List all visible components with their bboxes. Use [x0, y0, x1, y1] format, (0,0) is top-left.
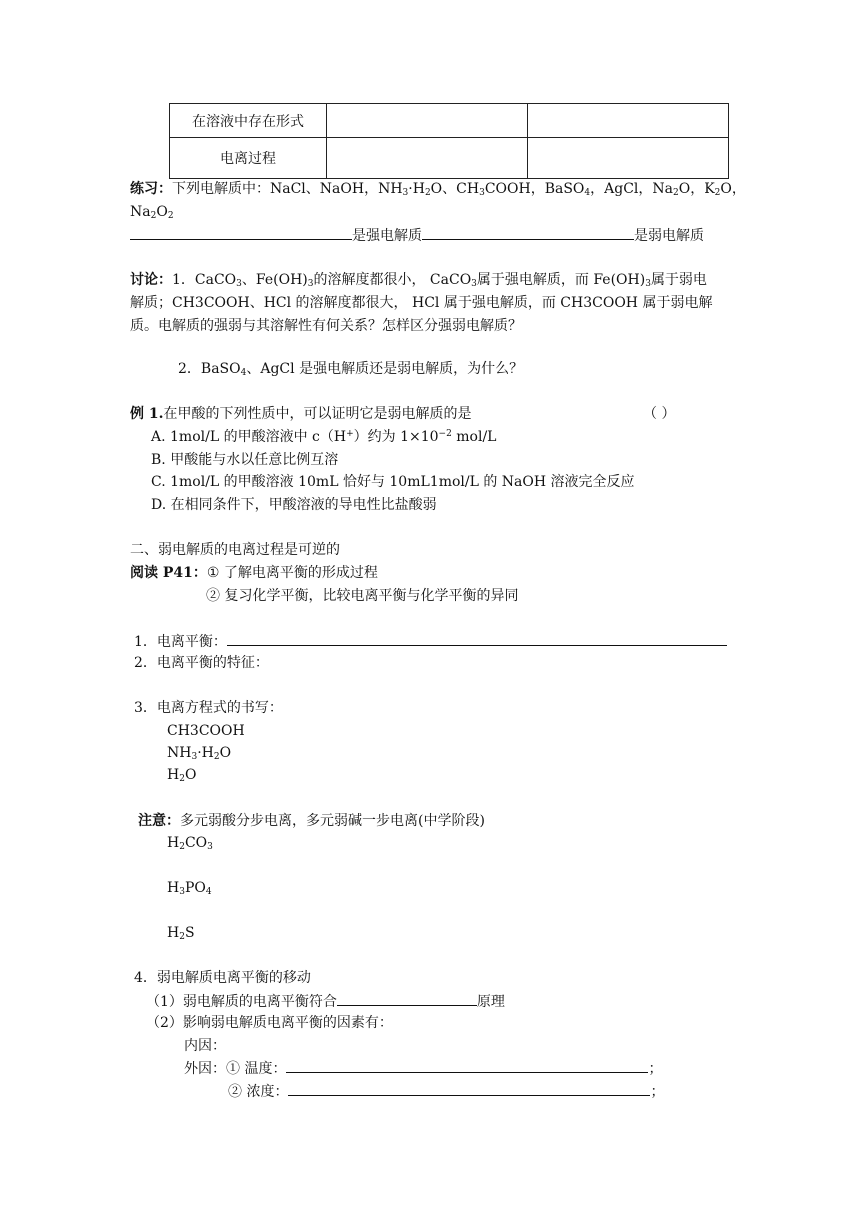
discussion-text: 的溶解度都很小， CaCO [313, 272, 472, 288]
item-2: 2．电离平衡的特征： [134, 655, 269, 671]
item-3: 3．电离方程式的书写： [134, 700, 283, 716]
note-label: 注意： [138, 813, 180, 829]
option-d[interactable]: D. 在相同条件下，甲酸溶液的导电性比盐酸弱 [151, 497, 437, 513]
external-concentration [228, 1081, 664, 1102]
item-4: 4．弱电解质电离平衡的移动 [134, 970, 311, 986]
table-cell [528, 104, 729, 138]
sub-item-2: （2）影响弱电解质电离平衡的因素有： [146, 1015, 393, 1031]
practice-line: $Na_2O_2$ [130, 204, 174, 221]
table-cell [528, 138, 729, 179]
semicolon: ； [650, 1084, 665, 1100]
option-a[interactable]: A. 1mol/L 的甲酸溶液中 c（H+）约为 $1\times 10^{-2}$ mol/L [151, 429, 497, 445]
formula-text: CO [184, 835, 208, 851]
table-cell [327, 138, 528, 179]
practice-text: O [156, 204, 168, 220]
practice-text: 下列电解质中：NaCl、NaOH，NH [172, 181, 403, 197]
table-cell [327, 104, 528, 138]
formula-text: NH [167, 745, 192, 761]
item-text: 1．电离平衡： [134, 634, 227, 650]
strong-label: 是强电解质 [352, 228, 422, 244]
discussion-label: 讨论： [130, 272, 172, 288]
practice-line: 练习：下列电解质中：NaCl、NaOH，$NH_3\cdot H_2O$、$CH_3COOH$，BaSO$_4$，AgCl，$Na_2O$，$K_2O$， [130, 181, 746, 198]
formula-line: $NH_3\cdot H_2O$ [167, 745, 232, 762]
factor-text: ② 浓度： [228, 1084, 289, 1100]
table-row [170, 104, 729, 138]
example-stem [130, 404, 472, 424]
practice-text: ，AgCl，Na [590, 181, 673, 197]
table-row-label: 在溶液中存在形式 [170, 104, 327, 138]
option-text: mol/L [451, 429, 497, 445]
example-label: 例 1. [130, 406, 164, 422]
discussion-text: 、AgCl 是强电解质还是弱电解质，为什么？ [246, 361, 524, 377]
comparison-table [169, 103, 729, 179]
practice-answer-line [130, 225, 704, 246]
formula-text: PO [184, 880, 206, 896]
external-temperature [184, 1058, 662, 1079]
table-row-label: 电离过程 [170, 138, 327, 179]
practice-text: Na [130, 204, 151, 220]
option-c[interactable]: C. 1mol/L 的甲酸溶液 10mL 恰好与 10mL1mol/L 的 NaOH 溶液完全反应 [151, 474, 635, 490]
note-text: 多元弱酸分步电离，多元弱碱一步电离(中学阶段) [180, 813, 485, 829]
internal-factor: 内因： [184, 1038, 226, 1054]
formula-text: ·H [197, 745, 214, 761]
discussion-line: 讨论：1．CaCO$_3$、$Fe(OH)_3$的溶解度都很小， CaCO$_3$属于强电解质，而 $Fe(OH)_3$属于弱电 [130, 272, 707, 289]
practice-text: O，K [678, 181, 715, 197]
strong-electrolyte-blank[interactable] [130, 225, 352, 240]
formula-text: O [184, 767, 197, 783]
temperature-blank[interactable] [286, 1058, 648, 1073]
formula-line: $H_2CO_3$ [167, 835, 213, 852]
note-line [138, 811, 485, 831]
discussion-line: 质。电解质的强弱与其溶解性有何关系？怎样区分强弱电解质？ [130, 318, 522, 334]
weak-label: 是弱电解质 [634, 228, 704, 244]
factor-text: 外因：① 温度： [184, 1061, 287, 1077]
formula-line: $H_2O$ [167, 767, 197, 784]
reading-label: 阅读 P41： [130, 565, 207, 581]
sub-item-text: （1）弱电解质的电离平衡符合 [146, 994, 337, 1010]
sub-item-text: 原理 [476, 994, 505, 1010]
table-row [170, 138, 729, 179]
answer-parentheses[interactable]: （ ） [643, 406, 676, 422]
discussion-text: 2．BaSO [178, 361, 241, 377]
discussion-text: 属于弱电 [650, 272, 707, 288]
practice-text: COOH，BaSO [484, 181, 585, 197]
reading-text: ① 了解电离平衡的形成过程 [206, 565, 378, 581]
option-b[interactable]: B. 甲酸能与水以任意比例互溶 [151, 452, 339, 468]
formula-text: H [167, 835, 180, 851]
formula-text: H [167, 767, 180, 783]
sub-item-1 [146, 991, 505, 1012]
section-heading: 二、弱电解质的电离过程是可逆的 [130, 542, 340, 558]
option-text: ）约为 1×10 [353, 429, 439, 445]
practice-label: 练习： [130, 181, 172, 197]
reading-line [130, 563, 378, 583]
formula-text: H [167, 925, 180, 941]
formula-line: CH3COOH [167, 723, 245, 739]
ionization-equilibrium-blank[interactable] [227, 631, 727, 646]
formula-text: H [167, 880, 180, 896]
discussion-text: 、Fe(OH) [241, 272, 308, 288]
practice-text: O、CH [430, 181, 480, 197]
concentration-blank[interactable] [288, 1081, 650, 1096]
practice-text: ·H [408, 181, 425, 197]
item-1 [134, 631, 727, 652]
option-text: A. 1mol/L 的甲酸溶液中 c（H [151, 429, 347, 445]
formula-line: $H_3PO_4$ [167, 880, 212, 897]
formula-text: O [219, 745, 232, 761]
example-text: 在甲酸的下列性质中，可以证明它是弱电解质的是 [163, 406, 472, 422]
practice-text: O， [720, 181, 746, 197]
discussion-text: 属于强电解质，而 Fe(OH) [476, 272, 646, 288]
discussion-text: 1．CaCO [172, 272, 237, 288]
discussion-question-2: 2．BaSO$_4$、AgCl 是强电解质还是弱电解质，为什么？ [178, 361, 524, 378]
principle-blank[interactable] [337, 991, 477, 1006]
discussion-line: 解质；CH3COOH、HCl 的溶解度都很大， HCl 属于强电解质，而 CH3COOH 属于弱电解 [130, 295, 713, 311]
semicolon: ； [648, 1061, 663, 1077]
weak-electrolyte-blank[interactable] [422, 225, 634, 240]
formula-line: $H_2S$ [167, 925, 195, 942]
formula-text: S [184, 925, 195, 941]
reading-line: ② 复习化学平衡，比较电离平衡与化学平衡的异同 [206, 588, 519, 604]
